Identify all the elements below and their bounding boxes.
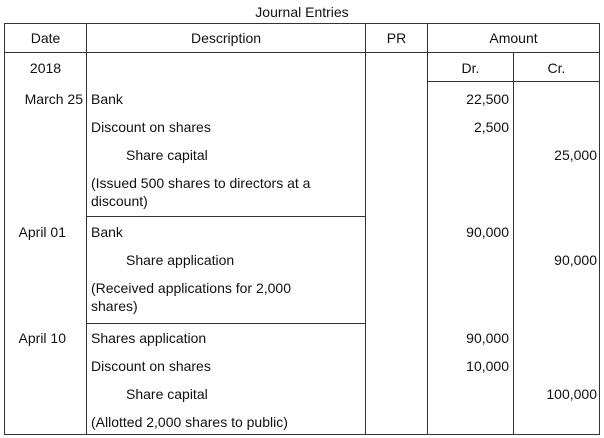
entry-debit: 90,000 <box>466 224 509 240</box>
entry-debit: 22,500 <box>466 91 509 107</box>
entry-debit: 90,000 <box>466 330 509 346</box>
header-date: Date <box>30 30 61 46</box>
entry-narration: (Issued 500 shares to directors at a discount) <box>91 175 311 209</box>
entry-account: Discount on shares <box>91 119 211 135</box>
entry-account: Shares application <box>91 330 207 346</box>
entry-account: Share application <box>126 252 235 268</box>
entry-account: Bank <box>91 91 123 107</box>
entry-account: Bank <box>91 224 123 240</box>
table-title: Journal Entries <box>255 4 349 20</box>
header-amount: Amount <box>489 30 538 46</box>
header-description: Description <box>190 30 262 46</box>
entry-narration: (Received applications for 2,000 shares) <box>91 280 292 314</box>
entry-account: Share capital <box>126 147 208 163</box>
entry-date: March 25 <box>24 91 83 107</box>
description-column-divider <box>365 24 366 434</box>
year-label: 2018 <box>29 60 62 76</box>
entry2-separator-line <box>86 323 365 324</box>
dr-cr-column-divider <box>513 52 514 434</box>
entry1-separator-line <box>86 216 365 217</box>
entry-debit: 2,500 <box>473 119 509 135</box>
header-pr: PR <box>386 30 407 46</box>
entry-narration: (Allotted 2,000 shares to public) <box>91 414 288 430</box>
entry-debit: 10,000 <box>466 358 509 374</box>
entry-credit: 100,000 <box>546 386 597 402</box>
entry-account: Discount on shares <box>91 358 211 374</box>
entry-credit: 25,000 <box>554 147 597 163</box>
entry-account: Share capital <box>126 386 208 402</box>
dr-header: Dr. <box>461 60 480 76</box>
date-column-divider <box>86 24 87 434</box>
entry-date: April 10 <box>18 330 66 346</box>
entry-date: April 01 <box>18 224 66 240</box>
entry-credit: 90,000 <box>554 252 597 268</box>
journal-table <box>4 23 600 435</box>
header-bottom-line <box>5 52 599 53</box>
cr-header: Cr. <box>547 60 566 76</box>
